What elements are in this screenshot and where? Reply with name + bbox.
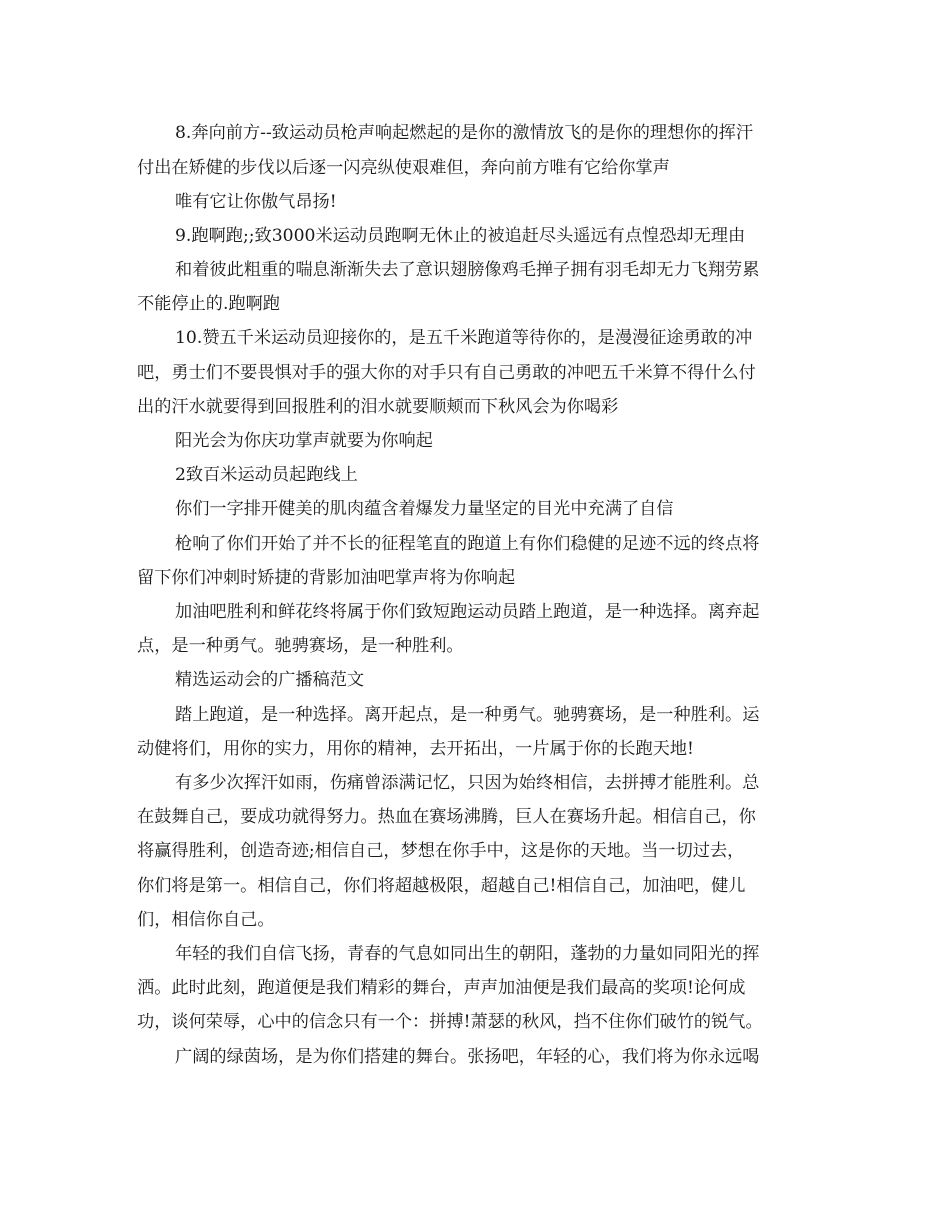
text-line: 吧，勇士们不要畏惧对手的强大你的对手只有自己勇敢的冲吧五千米算不得什么付 bbox=[137, 363, 756, 383]
text-line: 踏上跑道，是一种选择。离开起点，是一种勇气。驰骋赛场，是一种胜利。运 bbox=[175, 705, 760, 725]
text-line: 功，谈何荣辱，心中的信念只有一个：拼搏!萧瑟的秋风，挡不住你们破竹的锐气。 bbox=[137, 1012, 763, 1032]
text-line: 留下你们冲刺时矫捷的背影加油吧掌声将为你响起 bbox=[137, 568, 516, 588]
text-line: 加油吧胜利和鲜花终将属于你们致短跑运动员踏上跑道，是一种选择。离弃起 bbox=[175, 602, 760, 622]
text-line: 你们将是第一。相信自己，你们将超越极限，超越自己!相信自己，加油吧，健儿 bbox=[137, 876, 746, 896]
text-line: 在鼓舞自己，要成功就得努力。热血在赛场沸腾，巨人在赛场升起。相信自己，你 bbox=[137, 807, 756, 827]
text-line: 不能停止的.跑啊跑 bbox=[137, 294, 280, 314]
text-line: 将赢得胜利，创造奇迹;相信自己，梦想在你手中，这是你的天地。当一切过去， bbox=[137, 841, 745, 861]
text-line: 枪响了你们开始了并不长的征程笔直的跑道上有你们稳健的足迹不远的终点将 bbox=[175, 534, 760, 554]
text-line: 10.赞五千米运动员迎接你的，是五千米跑道等待你的，是漫漫征途勇敢的冲 bbox=[175, 328, 753, 348]
text-line: 9.跑啊跑;;致3000米运动员跑啊无休止的被追赶尽头遥远有点惶恐却无理由 bbox=[175, 226, 746, 246]
text-line: 们，相信你自己。 bbox=[137, 910, 275, 930]
text-line: 付出在矫健的步伐以后逐一闪亮纵使艰难但，奔向前方唯有它给你掌声 bbox=[137, 158, 670, 178]
section-heading: 精选运动会的广播稿范文 bbox=[175, 670, 365, 690]
text-line: 动健将们，用你的实力，用你的精神，去开拓出，一片属于你的长跑天地! bbox=[137, 739, 694, 759]
text-line: 广阔的绿茵场，是为你们搭建的舞台。张扬吧，年轻的心，我们将为你永远喝 bbox=[175, 1047, 760, 1067]
text-line: 阳光会为你庆功掌声就要为你响起 bbox=[175, 431, 433, 451]
text-line: 年轻的我们自信飞扬，青春的气息如同出生的朝阳，蓬勃的力量如同阳光的挥 bbox=[175, 944, 760, 964]
text-line: 唯有它让你傲气昂扬! bbox=[175, 192, 337, 212]
text-line: 洒。此时此刻，跑道便是我们精彩的舞台，声声加油便是我们最高的奖项!论何成 bbox=[137, 978, 746, 998]
text-line: 点，是一种勇气。驰骋赛场，是一种胜利。 bbox=[137, 636, 464, 656]
text-line: 出的汗水就要得到回报胜利的泪水就要顺颊而下秋风会为你喝彩 bbox=[137, 397, 619, 417]
text-line: 8.奔向前方--致运动员枪声响起燃起的是你的激情放飞的是你的理想你的挥汗 bbox=[175, 123, 754, 143]
text-line: 和着彼此粗重的喘息渐渐失去了意识翅膀像鸡毛掸子拥有羽毛却无力飞翔劳累 bbox=[175, 260, 760, 280]
text-line: 你们一字排开健美的肌肉蕴含着爆发力量坚定的目光中充满了自信 bbox=[175, 499, 674, 519]
text-line: 2致百米运动员起跑线上 bbox=[175, 465, 358, 485]
text-line: 有多少次挥汗如雨，伤痛曾添满记忆，只因为始终相信，去拼搏才能胜利。总 bbox=[175, 773, 760, 793]
